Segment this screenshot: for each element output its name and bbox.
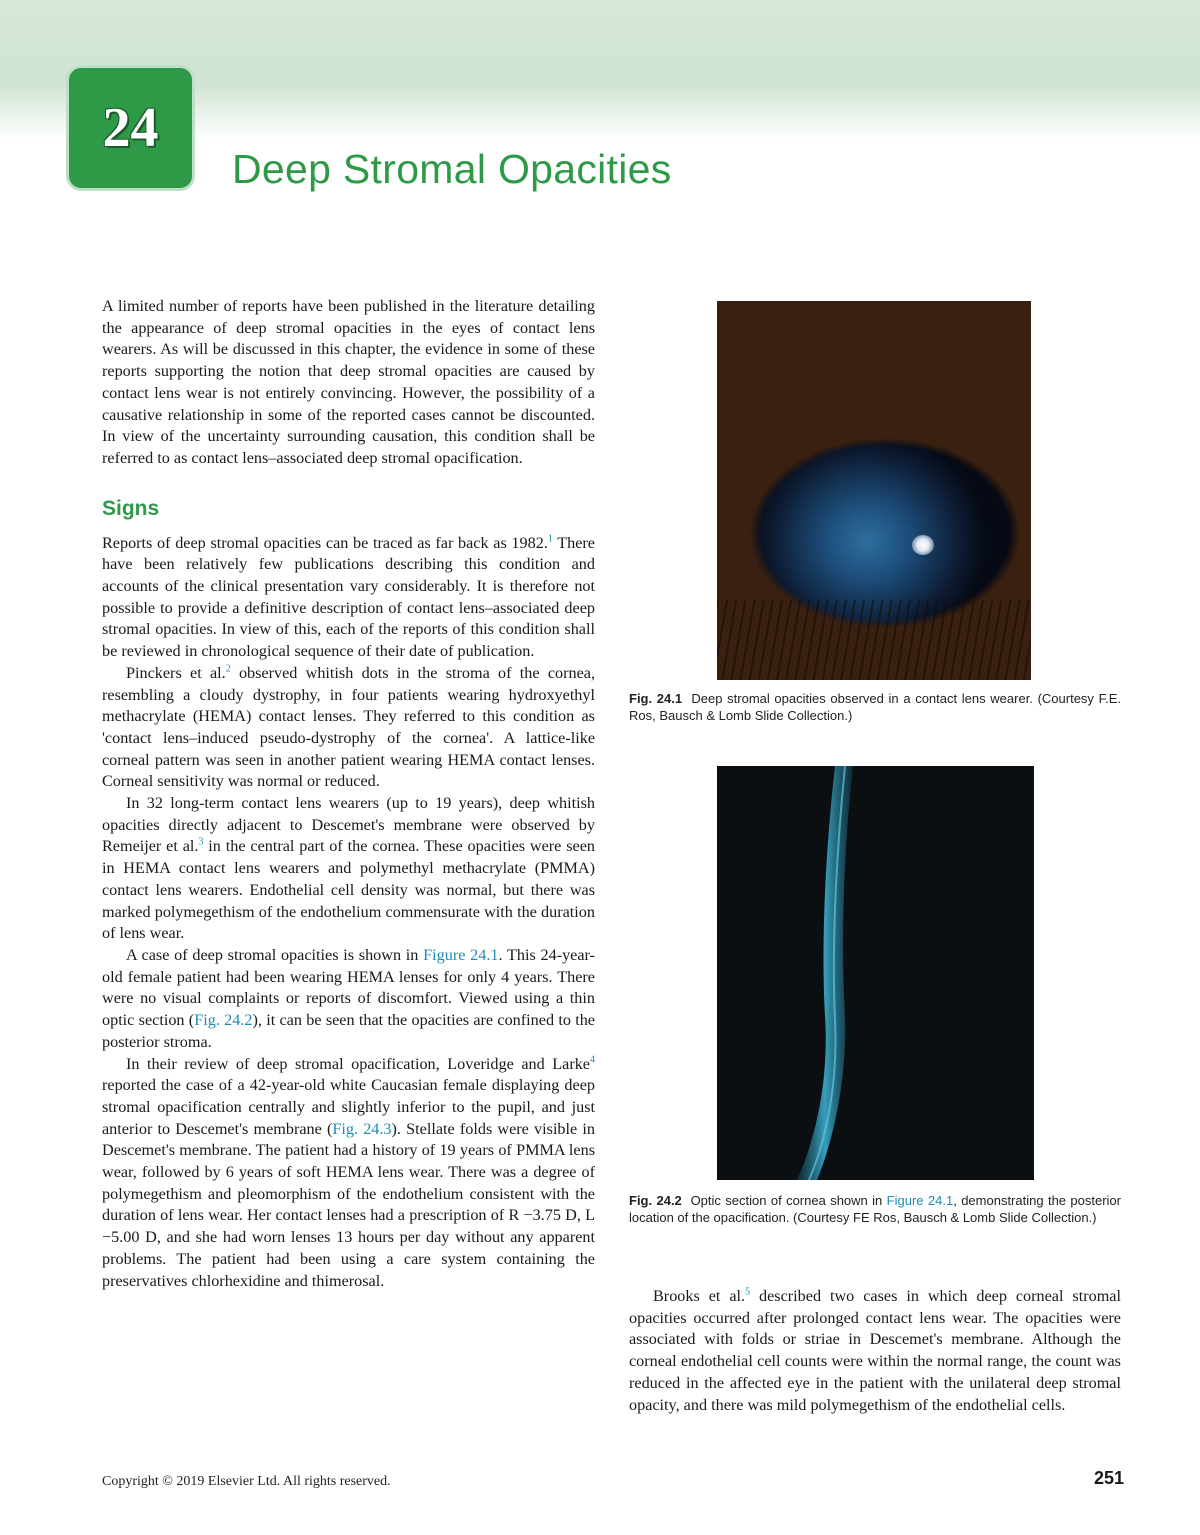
chapter-number-badge bbox=[69, 68, 192, 188]
figure-link-24-1[interactable]: Figure 24.1 bbox=[423, 945, 499, 964]
signs-paragraph-5: In their review of deep stromal opacification, Loveridge and Larke$^4$ reported the case of a 42-year-old white Caucasian female displaying deep stromal opacification centrally and slightly inferior to the pupil, and just anterior to Descemet's membrane (Fig. 24.3). Stellate folds were visible in Descemet's membrane. The patient had a history of 19 years of PMMA lens wear, followed by 6 years of soft HEMA lens wear. There was a degree of polymegethism and pleomorphism of the endothelium consistent with the duration of lens wear. Her contact lenses had a prescription of R −3.75 D, L −5.00 D, and she had worn lenses 13 hours per day without any apparent problems. The patient had been using a care system containing the preservatives chlorhexidine and thimerosal. bbox=[102, 1054, 595, 1290]
reference-4[interactable]: 4 bbox=[590, 1054, 595, 1066]
eyelash-overlay bbox=[717, 600, 1031, 680]
figure-24-2-optic-section bbox=[717, 766, 1034, 1180]
reference-5[interactable]: 5 bbox=[745, 1286, 751, 1298]
signs-paragraph-2: Pinckers et al.$^2$ observed whitish dots in the stroma of the cornea, resembling a cloudy dystrophy, in four patients wearing hydroxyethyl methacrylate (HEMA) contact lenses. They referred to this condition as 'contact lens–induced pseudo-dystrophy of the cornea'. A lattice-like corneal pattern was seen in another patient wearing HEMA contact lenses. Corneal sensitivity was normal or reduced. bbox=[102, 663, 595, 791]
figure-24-1-eye-photo bbox=[717, 301, 1031, 680]
reference-3[interactable]: 3 bbox=[198, 837, 204, 849]
page-number: 251 bbox=[1093, 1468, 1124, 1488]
chapter-number: 24 bbox=[102, 97, 159, 159]
signs-paragraph-3: In 32 long-term contact lens wearers (up to 19 years), deep whitish opacities directly adjacent to Descemet's membrane were observed by Remeijer et al.$^3$ in the central part of the cornea. These opacities were seen in HEMA contact lens wearers and polymethyl methacrylate (PMMA) contact lens wearers. Endothelial cell density was normal, but there was marked polymegethism of the endothelium commensurate with the duration of lens wear. bbox=[102, 794, 595, 943]
figure-24-2-caption: Fig. 24.2 Optic section of cornea shown in Figure 24.1, demonstrating the posterior location of the opacification. (Courtesy FE Ros, Bausch & Lomb Slide Collection.) bbox=[629, 1193, 1121, 1225]
brooks-paragraph: Brooks et al.$^5$ described two cases in which deep corneal stromal opacities occurred after prolonged contact lens wear. The opacities were associated with folds or striae in Descemet's membrane. Although the corneal endothelial cell counts were within the normal range, the count was reduced in the affected eye in the patient with the unilateral deep stromal opacity, and there was mild polymegethism of the endothelial cells. bbox=[629, 1286, 1121, 1414]
figure-link-24-3[interactable]: Fig. 24.3 bbox=[332, 1119, 392, 1138]
figure-24-1-caption: Fig. 24.1 Deep stromal opacities observed in a contact lens wearer. (Courtesy F.E. Ros, Bausch & Lomb Slide Collection.) bbox=[629, 691, 1121, 723]
figure-24-2-label: Fig. 24.2 bbox=[629, 1193, 682, 1208]
signs-paragraph-4: A case of deep stromal opacities is shown in Figure 24.1. This 24-year-old female patient had been wearing HEMA lenses for only 4 years. There were no visual complaints or reports of discomfort. Viewed using a thin optic section (Fig. 24.2), it can be seen that the opacities are confined to the posterior stroma. bbox=[102, 945, 596, 1051]
right-column bbox=[629, 1286, 1121, 1416]
figure-24-1-label: Fig. 24.1 bbox=[629, 691, 683, 706]
section-heading-signs: Signs bbox=[102, 496, 160, 520]
figure-link-24-2[interactable]: Fig. 24.2 bbox=[194, 1011, 253, 1030]
reference-2[interactable]: 2 bbox=[225, 663, 231, 675]
figure-link-24-1-caption[interactable]: Figure 24.1 bbox=[886, 1193, 954, 1208]
optic-section-image bbox=[717, 766, 1034, 1180]
reference-1[interactable]: 1 bbox=[547, 533, 553, 545]
copyright-notice: Copyright © 2019 Elsevier Ltd. All rights reserved. bbox=[102, 1474, 391, 1489]
left-column bbox=[102, 296, 595, 1292]
corneal-reflection bbox=[912, 535, 934, 555]
signs-paragraph-1: Reports of deep stromal opacities can be traced as far back as 1982.$^1$ There have been relatively few publications describing this condition and accounts of the clinical presentation vary considerably. It is therefore not possible to provide a definitive description of contact lens–associated deep stromal opacities. In view of this, each of the reports of this condition shall be reviewed in chronological sequence of their date of publication. bbox=[102, 533, 595, 661]
intro-paragraph: A limited number of reports have been published in the literature detailing the appearance of deep stromal opacities in the eyes of contact lens wearers. As will be discussed in this chapter, the evidence in some of these reports supporting the notion that deep stromal opacities are caused by contact lens wear is not entirely convincing. However, the possibility of a causative relationship in some of the reported cases cannot be discounted. In view of the uncertainty surrounding causation, this condition shall be referred to as contact lens–associated deep stromal opacification. bbox=[102, 297, 595, 467]
chapter-title: Deep Stromal Opacities bbox=[232, 146, 672, 192]
